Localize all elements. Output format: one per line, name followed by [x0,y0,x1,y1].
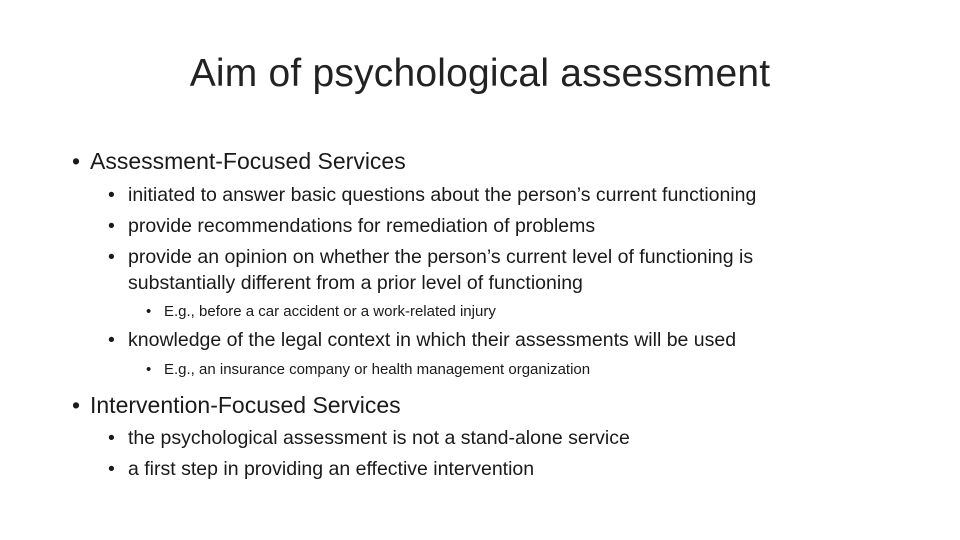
bullet-glyph: • [108,427,115,449]
bullet-glyph: • [146,303,152,320]
bullet-text: the psychological assessment is not a stand-alone service [128,427,630,449]
bullet-glyph: • [72,148,81,174]
bullet-text: provide an opinion on whether the person’s current level of functioning is [128,246,754,268]
bullet-glyph: • [146,361,152,378]
bullet-glyph: • [108,458,115,480]
bullet-glyph: • [108,184,115,206]
bullet-text: initiated to answer basic questions about the person’s current functioning [128,184,757,206]
bullet-text: Intervention-Focused Services [90,392,401,418]
bullet-glyph: • [108,246,115,268]
bullet-text: E.g., an insurance company or health management organization [164,361,591,378]
bullet-glyph: • [72,392,81,418]
bullet-text: provide recommendations for remediation of problems [128,215,596,237]
slide-title: Aim of psychological assessment [189,52,771,95]
bullet-text-continuation: substantially different from a prior level of functioning [128,272,583,294]
bullet-text: knowledge of the legal context in which their assessments will be used [128,329,737,351]
bullet-glyph: • [108,215,115,237]
bullet-glyph: • [108,329,115,351]
bullet-text: E.g., before a car accident or a work-related injury [164,303,496,320]
bullet-text: Assessment-Focused Services [90,148,406,174]
bullet-text: a first step in providing an effective intervention [128,458,535,480]
